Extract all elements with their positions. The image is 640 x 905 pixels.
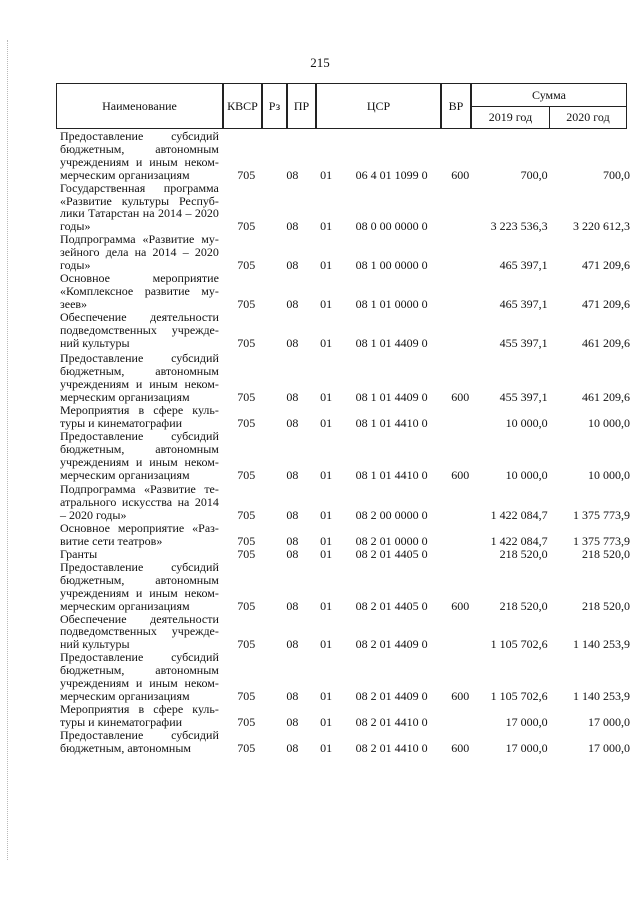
cell-kvsr: 705 bbox=[237, 508, 256, 523]
cell-kvsr: 705 bbox=[237, 296, 256, 311]
cell-2020: 1 140 253,9 bbox=[573, 637, 631, 652]
cell-pr: 01 bbox=[320, 167, 333, 182]
row-name: Предоставление субсидий бюджетным, автономным учреждениям и иным некоммерческим организациям bbox=[60, 428, 219, 482]
row-name: Предоставление субсидий бюджетным, автономным учреждениям и иным некоммерческим организациям bbox=[60, 129, 219, 182]
cell-pr: 01 bbox=[320, 467, 333, 482]
cell-kvsr: 705 bbox=[237, 598, 256, 613]
cell-rz: 08 bbox=[286, 714, 299, 729]
cell-kvsr: 705 bbox=[237, 547, 256, 561]
cell-csr: 08 1 01 4410 0 bbox=[355, 415, 428, 430]
cell-2019: 218 520,0 bbox=[499, 598, 548, 613]
row-name: Предоставление субсидий бюджетным, автономным учреждениям и иным некоммерческим организациям bbox=[60, 351, 219, 405]
header-vr: ВР bbox=[441, 83, 471, 129]
binding-margin bbox=[7, 40, 9, 860]
cell-2020: 1 375 773,9 bbox=[573, 508, 631, 523]
cell-2019: 17 000,0 bbox=[505, 740, 548, 755]
row-name: Мероприятия в сфере культуры и кинематографии bbox=[60, 701, 219, 729]
cell-vr: 600 bbox=[451, 467, 470, 482]
cell-2019: 17 000,0 bbox=[505, 714, 548, 729]
header-rz: Рз bbox=[262, 83, 287, 129]
cell-kvsr: 705 bbox=[237, 467, 256, 482]
table-row bbox=[60, 483, 630, 522]
cell-vr: 600 bbox=[451, 167, 470, 182]
cell-rz: 08 bbox=[286, 637, 299, 652]
table-row bbox=[60, 561, 630, 613]
cell-2020: 471 209,6 bbox=[582, 296, 631, 311]
cell-csr: 08 0 00 0000 0 bbox=[355, 219, 428, 234]
cell-csr: 08 2 01 4410 0 bbox=[355, 714, 428, 729]
cell-pr: 01 bbox=[320, 740, 333, 755]
cell-pr: 01 bbox=[320, 598, 333, 613]
cell-kvsr: 705 bbox=[237, 637, 256, 652]
cell-2020: 1 140 253,9 bbox=[573, 688, 631, 703]
table-row bbox=[60, 522, 630, 548]
cell-kvsr: 705 bbox=[237, 390, 256, 405]
cell-kvsr: 705 bbox=[237, 740, 256, 755]
cell-2019: 1 105 702,6 bbox=[490, 637, 548, 652]
cell-csr: 08 2 01 0000 0 bbox=[355, 534, 428, 549]
cell-2019: 218 520,0 bbox=[499, 547, 548, 561]
cell-2020: 10 000,0 bbox=[588, 467, 631, 482]
cell-2020: 218 520,0 bbox=[582, 598, 631, 613]
row-name: Государственная программа «Развитие культуры Республики Татарстан на 2014 – 2020 годы» bbox=[60, 180, 219, 234]
cell-rz: 08 bbox=[286, 390, 299, 405]
cell-pr: 01 bbox=[320, 296, 333, 311]
row-name: Предоставление субсидий бюджетным, автономным учреждениям и иным некоммерческим организациям bbox=[60, 650, 219, 703]
row-name: Гранты bbox=[60, 547, 98, 561]
cell-2019: 3 223 536,3 bbox=[490, 219, 548, 234]
cell-vr: 600 bbox=[451, 598, 470, 613]
cell-pr: 01 bbox=[320, 688, 333, 703]
cell-2019: 10 000,0 bbox=[505, 467, 548, 482]
row-name: Основное мероприятие «Комплексное развитие музеев» bbox=[60, 270, 219, 311]
header-kvsr: КВСР bbox=[223, 83, 262, 129]
row-name: Предоставление субсидий бюджетным, автономным учреждениям и иным некоммерческим организациям bbox=[60, 559, 219, 613]
cell-pr: 01 bbox=[320, 547, 333, 561]
row-name: Обеспечение деятельности подведомственных учреждений культуры bbox=[60, 309, 219, 350]
header-csr: ЦСР bbox=[316, 83, 441, 129]
table-row bbox=[60, 703, 630, 729]
cell-2020: 1 375 773,9 bbox=[573, 534, 631, 549]
cell-kvsr: 705 bbox=[237, 335, 256, 350]
cell-kvsr: 705 bbox=[237, 688, 256, 703]
cell-2020: 10 000,0 bbox=[588, 415, 631, 430]
cell-csr: 08 2 01 4409 0 bbox=[355, 688, 428, 703]
cell-rz: 08 bbox=[286, 415, 299, 430]
table-header bbox=[57, 84, 627, 130]
cell-2020: 461 209,6 bbox=[582, 335, 631, 350]
page-number: 215 bbox=[310, 55, 330, 70]
cell-rz: 08 bbox=[286, 467, 299, 482]
cell-pr: 01 bbox=[320, 415, 333, 430]
table-row bbox=[60, 651, 630, 703]
cell-csr: 08 1 01 4410 0 bbox=[355, 467, 428, 482]
cell-kvsr: 705 bbox=[237, 258, 256, 273]
cell-csr: 08 2 01 4405 0 bbox=[355, 547, 428, 561]
table-row bbox=[60, 233, 630, 272]
cell-pr: 01 bbox=[320, 714, 333, 729]
cell-pr: 01 bbox=[320, 219, 333, 234]
table-row bbox=[60, 272, 630, 311]
cell-vr: 600 bbox=[451, 390, 470, 405]
table-row bbox=[60, 729, 630, 755]
cell-2019: 1 105 702,6 bbox=[490, 688, 548, 703]
cell-kvsr: 705 bbox=[237, 167, 256, 182]
header-pr: ПР bbox=[287, 83, 316, 129]
cell-csr: 08 2 00 0000 0 bbox=[355, 508, 428, 523]
cell-rz: 08 bbox=[286, 547, 299, 561]
cell-rz: 08 bbox=[286, 258, 299, 273]
cell-2020: 218 520,0 bbox=[582, 547, 631, 561]
cell-pr: 01 bbox=[320, 534, 333, 549]
cell-vr: 600 bbox=[451, 688, 470, 703]
cell-pr: 01 bbox=[320, 508, 333, 523]
cell-pr: 01 bbox=[320, 390, 333, 405]
header-2020: 2020 год bbox=[549, 106, 627, 129]
cell-rz: 08 bbox=[286, 219, 299, 234]
cell-2019: 465 397,1 bbox=[499, 258, 548, 273]
cell-csr: 08 2 01 4410 0 bbox=[355, 740, 428, 755]
cell-2020: 17 000,0 bbox=[588, 714, 631, 729]
cell-2019: 455 397,1 bbox=[499, 335, 548, 350]
header-sum: Сумма bbox=[471, 83, 627, 107]
cell-vr: 600 bbox=[451, 740, 470, 755]
table-row bbox=[60, 311, 630, 350]
cell-csr: 08 1 00 0000 0 bbox=[355, 258, 428, 273]
cell-2020: 17 000,0 bbox=[588, 740, 631, 755]
row-name: Подпрограмма «Развитие музейного дела на 2014 – 2020 годы» bbox=[60, 232, 219, 273]
table-row bbox=[60, 182, 630, 234]
cell-csr: 08 2 01 4409 0 bbox=[355, 637, 428, 652]
cell-2020: 700,0 bbox=[603, 167, 631, 182]
cell-rz: 08 bbox=[286, 740, 299, 755]
cell-2019: 455 397,1 bbox=[499, 390, 548, 405]
cell-2020: 461 209,6 bbox=[582, 390, 631, 405]
cell-2019: 10 000,0 bbox=[505, 415, 548, 430]
table-body bbox=[60, 130, 630, 755]
cell-kvsr: 705 bbox=[237, 415, 256, 430]
cell-2019: 1 422 084,7 bbox=[490, 508, 548, 523]
table-row bbox=[60, 613, 630, 652]
table-row bbox=[60, 404, 630, 430]
row-name: Основное мероприятие «Развитие сети театров» bbox=[60, 521, 219, 549]
cell-rz: 08 bbox=[286, 296, 299, 311]
cell-rz: 08 bbox=[286, 688, 299, 703]
header-name: Наименование bbox=[56, 83, 223, 129]
cell-csr: 08 1 01 4409 0 bbox=[355, 390, 428, 405]
cell-pr: 01 bbox=[320, 637, 333, 652]
cell-pr: 01 bbox=[320, 335, 333, 350]
cell-2019: 465 397,1 bbox=[499, 296, 548, 311]
cell-2020: 471 209,6 bbox=[582, 258, 631, 273]
row-name: Предоставление субсидий бюджетным, автономным bbox=[60, 727, 219, 755]
cell-pr: 01 bbox=[320, 258, 333, 273]
row-name: Обеспечение деятельности подведомственных учреждений культуры bbox=[60, 611, 219, 652]
cell-kvsr: 705 bbox=[237, 714, 256, 729]
table-row bbox=[60, 548, 630, 561]
cell-csr: 08 2 01 4405 0 bbox=[355, 598, 428, 613]
cell-kvsr: 705 bbox=[237, 534, 256, 549]
cell-rz: 08 bbox=[286, 167, 299, 182]
cell-csr: 08 1 01 4409 0 bbox=[355, 335, 428, 350]
table-row bbox=[60, 430, 630, 482]
cell-kvsr: 705 bbox=[237, 219, 256, 234]
cell-rz: 08 bbox=[286, 534, 299, 549]
table-row bbox=[60, 130, 630, 182]
cell-2019: 1 422 084,7 bbox=[490, 534, 548, 549]
cell-rz: 08 bbox=[286, 598, 299, 613]
cell-csr: 06 4 01 1099 0 bbox=[355, 167, 428, 182]
cell-2020: 3 220 612,3 bbox=[573, 219, 631, 234]
cell-rz: 08 bbox=[286, 508, 299, 523]
row-name: Подпрограмма «Развитие театрального искусства на 2014 – 2020 годы» bbox=[60, 482, 219, 523]
cell-2019: 700,0 bbox=[520, 167, 548, 182]
cell-csr: 08 1 01 0000 0 bbox=[355, 296, 428, 311]
header-2019: 2019 год bbox=[471, 106, 550, 129]
cell-rz: 08 bbox=[286, 335, 299, 350]
row-name: Мероприятия в сфере культуры и кинематографии bbox=[60, 403, 219, 430]
table-row bbox=[60, 352, 630, 404]
